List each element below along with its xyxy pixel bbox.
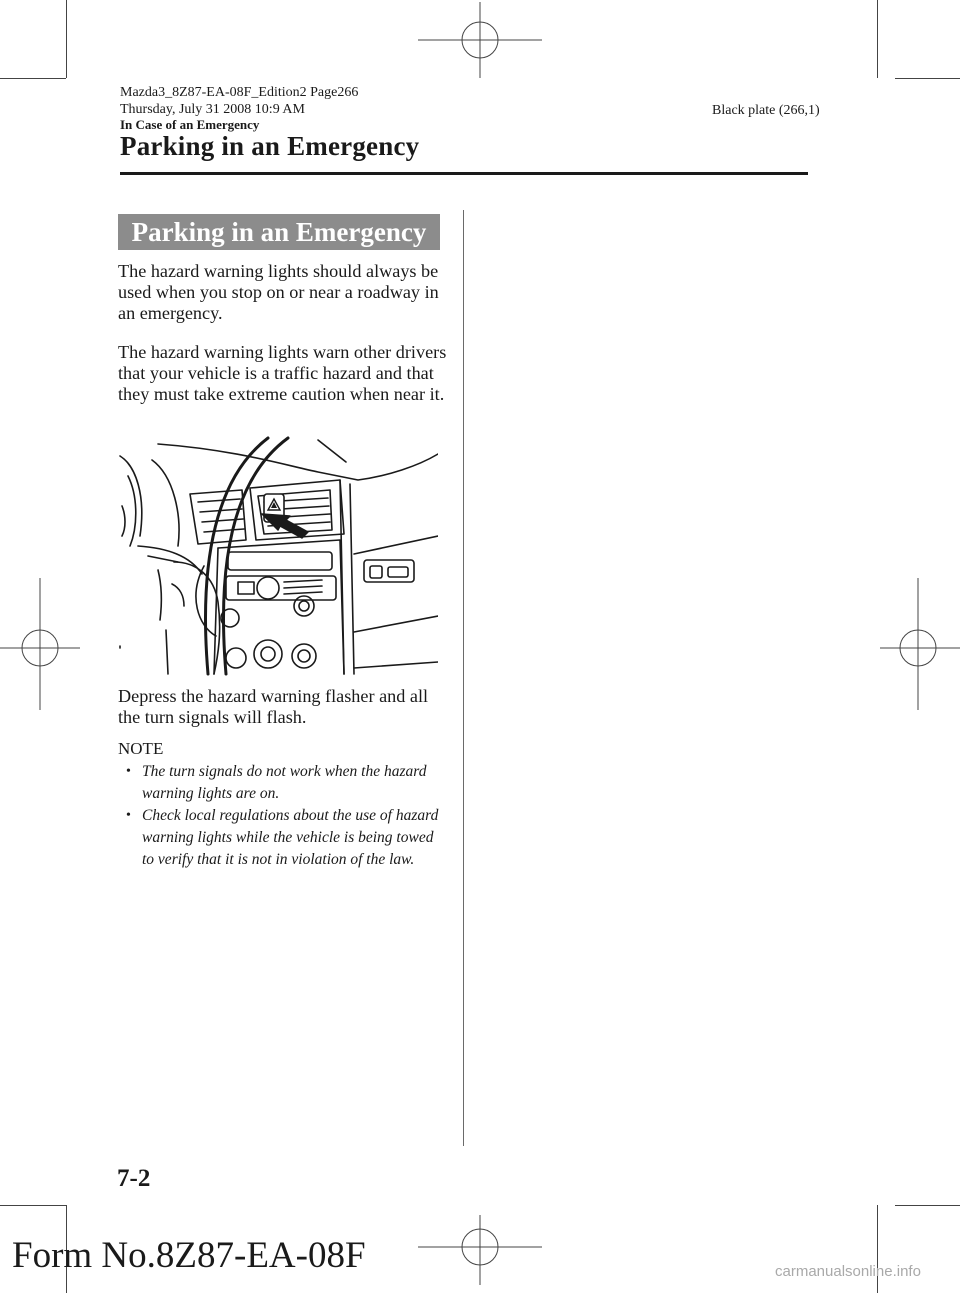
paragraph-2: The hazard warning lights warn other drivers that your vehicle is a traffic hazard and that they must take extreme caution when near it. — [118, 342, 447, 404]
note-item: • Check local regulations about the use of hazard warning lights while the vehicle is being towed to verify that it is not in violation of the law. — [124, 805, 444, 871]
form-number: Form No.8Z87-EA-08F — [12, 1235, 366, 1276]
page-number: 7-2 — [117, 1165, 151, 1192]
note-list — [124, 761, 444, 871]
print-info-line1: Mazda3_8Z87-EA-08F_Edition2 Page266 — [120, 85, 359, 100]
print-info — [120, 84, 358, 118]
paragraph-1: The hazard warning lights should always be used when you stop on or near a roadway in an emergency. — [118, 261, 439, 323]
print-info-line2: Thursday, July 31 2008 10:9 AM — [120, 102, 305, 117]
section-label: In Case of an Emergency — [120, 117, 260, 132]
section-banner: Parking in an Emergency — [118, 214, 440, 250]
page-title: Parking in an Emergency — [120, 131, 420, 161]
dashboard-illustration — [118, 436, 438, 676]
note-title: NOTE — [118, 739, 164, 758]
column-divider — [463, 210, 464, 1146]
watermark-text: carmanualsonline.info — [775, 1263, 921, 1280]
note-item: • The turn signals do not work when the hazard warning lights are on. — [124, 761, 444, 805]
plate-info: Black plate (266,1) — [712, 103, 820, 118]
paragraph-3: Depress the hazard warning flasher and all the turn signals will flash. — [118, 686, 429, 727]
header-rule — [120, 172, 808, 175]
